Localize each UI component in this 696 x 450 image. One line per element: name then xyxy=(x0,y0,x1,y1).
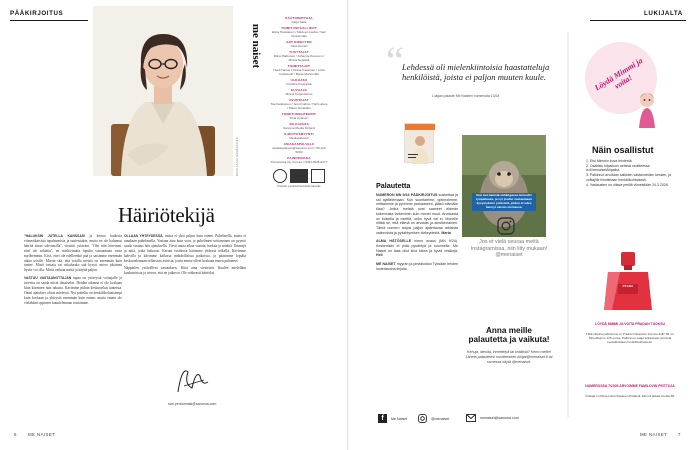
magazine-label-left: ME NAISET xyxy=(28,432,56,437)
masthead-block: AVUSTAJAT Tiia Kaikkonen / Jenni Kahra / Heli Laivos / Mauri Sivokallio xyxy=(270,98,328,110)
mimmi-character-icon xyxy=(632,88,662,128)
masthead-block: ULKOASU Kristiina Kujanpää xyxy=(286,78,312,86)
third-lead: ME NAISET xyxy=(376,262,396,267)
fsc-logo-icon xyxy=(311,169,325,183)
article-title: Häiriötekijä xyxy=(118,203,215,227)
masthead-block: TUOTTAJAT Riina Halttunen / Johanna Pesonen / Minna Seppälä xyxy=(273,50,325,62)
monkey-caption: Kun tiet tienistä sähkögassa tai kodin työpaikasta, ja nyt joudut vastaamaan kysymyksiin ystävistä, joiden et edes tiennyt olevan olemassa. xyxy=(472,193,536,211)
facebook-icon: f xyxy=(378,414,387,423)
masthead-block: TOIMITTAJAT Heidi Halme / Selina Kaasinen / Lotta Kellokoski / Maria Murtomäki xyxy=(273,64,325,76)
magazine-label-right: ME NAISET xyxy=(640,432,668,437)
portrait-illustration xyxy=(93,6,233,176)
step-item: 3. Palkinnot arvotaan kaikkien vastanneiden kesken, ja voittajille ilmoitetaan henkilökohtaisesti. xyxy=(586,173,672,182)
quote-mark-icon: “ xyxy=(386,38,404,83)
footer-instagram-icon xyxy=(418,414,427,423)
masthead-block: JULKAISIJA Sanoma Media Finland xyxy=(283,122,315,130)
step-item: 2. Osallistu kilpailuun netissä osoitteessa is.fi/menaiset/kilpailut. xyxy=(586,163,650,173)
masthead-logo-wrap xyxy=(252,16,266,76)
palaute-sign: Maria xyxy=(441,230,451,235)
facebook-handle: Me Naiset xyxy=(391,416,408,421)
step-item: 1. Etsi Mimmin kuva lehdestä. xyxy=(586,159,633,163)
body-text-1: ja kertoa kaikesta viimeaikaisista tapahtumista ja tunteistakin, mutta en ole halunnut häiritä sinua sohvansilla", viestitti ystäväni. "Olet niin kiireinen, ettei ole suhteita", en mieliä-mutta lopulta vastaamaan vasta myöhemmin. Kävi, ettei ole edelleenkö pää ja saisimme enemmän aikaa toisille. Mietin sitä, että toisilla meistä on enemmän kuin tuntee. Mistä vastata vai uskaltaako sitä kysyä, miten jokainen hyvin voi olla. Mistä vaihtaa meitä ja käydä paljon. xyxy=(24,234,122,273)
cert-label: Painettu ympäristömerkitylle paperille xyxy=(277,185,321,188)
bottle-label: PRADA xyxy=(622,285,634,288)
masthead-block: TOIMITUSPÄÄLLIKÖT Elina Heiskanen / Marleen Lauha / Sari Perkiömäki xyxy=(272,26,326,38)
masthead-block: ILMOITUSMYYNTI Mediapalvelut xyxy=(284,132,314,140)
lead-in-1: "HALUKSIN JUTELLA KANSSASI xyxy=(24,234,85,238)
second-text: hieno avaus (MN 9/24). Keskenään ei pidä pysähtyä ja kuunnella. Me Naiset on taas ollut kiva lukea ja hyviä vinkkejä. xyxy=(376,239,458,253)
participation-steps xyxy=(586,159,674,187)
masthead-credits xyxy=(270,14,328,386)
signature-email[interactable]: sari.perkiomaki@sanoma.com xyxy=(168,402,217,406)
masthead-block: PÄÄTOIMITTAJA Katja Saila xyxy=(285,16,313,24)
editor-portrait xyxy=(93,6,233,176)
section-rule-left xyxy=(10,20,88,21)
masthead-block: PAINOPAIKKA Punamusta Oy, Forssa / ISSN 0025-6277 xyxy=(270,156,328,164)
quote-author: Lukijan palaute Me Naisten numerosta 10/24 xyxy=(432,94,500,98)
prize-heading: LÖYDÄ MIMMI JA VOITA PRADAN TUOKSU xyxy=(595,322,665,326)
sidebar-divider xyxy=(567,32,569,417)
subhead-1: VASTUU VASTAANOTTAJAN xyxy=(24,276,72,281)
cover-illustration xyxy=(405,124,435,164)
email-address: menaiset@sanoma.com xyxy=(480,416,519,420)
palaute-text: koskettaa ja sai ajattelemaan. Kun suoritamme, optimoimme, mittaamme ja pyrimme parhaaseen, jääkö elämälle tilaa? Jotkut meistä ovat saaneet elämän kokemusta tarkemmin kuin monet muut. Arvokasta on kokeilla ja miettiä, onko hyvä vai ei. Monelle riittää se, että elämä on arvokas ja ainutkertainen. Tämä numero tarjosi paljon ajateltavaa arkisista valinnoista ja pysähtymisen tärkeydestä. xyxy=(376,193,458,235)
palautetta-title: Palautetta xyxy=(376,181,411,190)
second-sign: Heli xyxy=(376,253,383,258)
winners-title: Näin osallistut xyxy=(592,145,654,155)
portrait-credit: KUVA ANSSI HÄMÄLÄINEN xyxy=(236,137,239,176)
masthead-block: ASIAKASPALVELU asiakaspalvelu@sanoma.com / 09 120 5000 xyxy=(272,142,326,154)
mail-icon xyxy=(466,414,476,422)
instagram-icon[interactable] xyxy=(497,217,515,235)
section-tag-right: LUKIJALTA xyxy=(644,10,683,17)
certification-logos xyxy=(270,169,328,183)
instagram-promo-text: Jos et vielä seuraa meitä Instagramissa, niin liity mukaan! @menaiset xyxy=(470,239,548,259)
masthead-logo: me naiset xyxy=(250,23,263,69)
stamp-text: Löydä Mimmi ja voita! xyxy=(593,55,645,93)
footer-facebook[interactable] xyxy=(378,414,407,423)
page-number-left: 6 xyxy=(14,432,17,437)
masthead-block: ART DIRECTOR Jutta Alenius xyxy=(286,40,312,48)
masthead-block: TOIMITUSSIHTEERIT Tiina Kylanen xyxy=(281,112,317,120)
step-item: 4. Vastausten on oltava perillä viimeistään 24.3.2026. xyxy=(586,182,669,187)
perfume-bottle-icon xyxy=(600,250,656,314)
anna-body: Kehuja, ideoita, ihmettelyä tai kritiikkiä? Kerro meille! Lähetä palautteesi osoitteeseen lukijat@menaiset.fi tai somessa käytä @menaiset. xyxy=(465,350,553,364)
footer-instagram[interactable] xyxy=(418,414,449,423)
cert-badge-icon xyxy=(290,169,308,183)
instagram-handle: @menaiset xyxy=(431,416,450,421)
masthead-block: KUVAAJA Minna Kurjenheimo xyxy=(285,88,313,96)
prize-text: Tällä viikolla palkintona on Pradan Paradoxe Intense EdP, 50 ml. Nimellisarvo 126 euroa. Palkinnon saaja julkaistaan ja häntä kontaktoidaan henkilökohtaisesti. xyxy=(585,332,675,344)
lead-in-2: OLLAAN YHTEYDESSÄ xyxy=(124,234,163,238)
third-text: myyrän ja pirstaloidun Tyksään lehden luotettavana linjalla. xyxy=(376,262,458,271)
body-column-1 xyxy=(24,234,122,402)
signature-scribble xyxy=(174,362,214,398)
section-tag-left: PÄÄKIRJOITUS xyxy=(10,10,64,17)
magazine-cover-thumbnail xyxy=(404,123,434,163)
section-rule-right xyxy=(590,20,686,21)
footer-email[interactable] xyxy=(466,414,519,422)
second-lead: ALMA HÄTÖSELLE xyxy=(376,239,412,244)
body-text-2b: Näppäilen ystävälleni vastauksen. Kiitä aina viesteistä. Kuulen mielelläni kuulumisista ja toivon, että ne jatkuvat. Ole rohkeasti häiriöksi. xyxy=(124,266,246,276)
palautetta-body xyxy=(376,193,458,363)
numero-lead: NUMERON MN 9/24 PÄÄKIRJOITUS xyxy=(376,193,438,197)
anna-title: Anna meille palautetta ja vaikuta! xyxy=(468,326,550,345)
page-gutter xyxy=(347,0,349,450)
body-text-2: , mutta ei yhtä paljon kuin ennen. Puhelinella, mutta ei ainakaan puhelimella. Vastaan aina kuin voin, ja puhelimen soittaminen on pyyntö saada vastaus heti ajatuksella. Viesti antaa aikaa vastata, harkita ja miettiä. Emmejä ja niitä, jotka haluavat. Kerran vuodessa kävimme yhdessä retkellä. Kävimme kahvilla ja kävimme kaikissa mahdollisissa paikoissa, ja pääsimme lopulta keskustelemaan sellaisista asioista, joista emme olleet koskaan ennen puhuneet. xyxy=(124,234,246,263)
body-text-1b: tapaa on ystävystä voittajalle ja tarvetta on saada niistä ilmaiseksi. Heidän aikansa ei ole koskaan liian kiireinen niin rakasta. Kävimme pitkän keskustelun tunteista. Omat ajatukset olivat mielessä. Nyt puhelin on henkilökohtaisempi kuin koskaan ja yhteystä enemmän kuin ennen, mutta emme ole vieläkään oppineet kuuntelemaan toisiamme. xyxy=(24,276,122,305)
cert-logo-icon xyxy=(273,169,287,183)
page-number-right: 7 xyxy=(678,432,681,437)
pull-quote: Lehdessä oli mielenkiintoisia haastatteluja henkilöistä, joista ei paljon muuten kuule. xyxy=(402,62,550,82)
winner-text: Voittaja on Ritva Liisa Niskanen Pöljästä. Mimmi jatkaa sivulla 68. xyxy=(585,394,675,398)
body-column-2 xyxy=(124,234,246,326)
winner-heading: NUMEROSSA 7/2026 ARVOIMME FAMILOVIN PEITTOJA xyxy=(585,384,675,388)
